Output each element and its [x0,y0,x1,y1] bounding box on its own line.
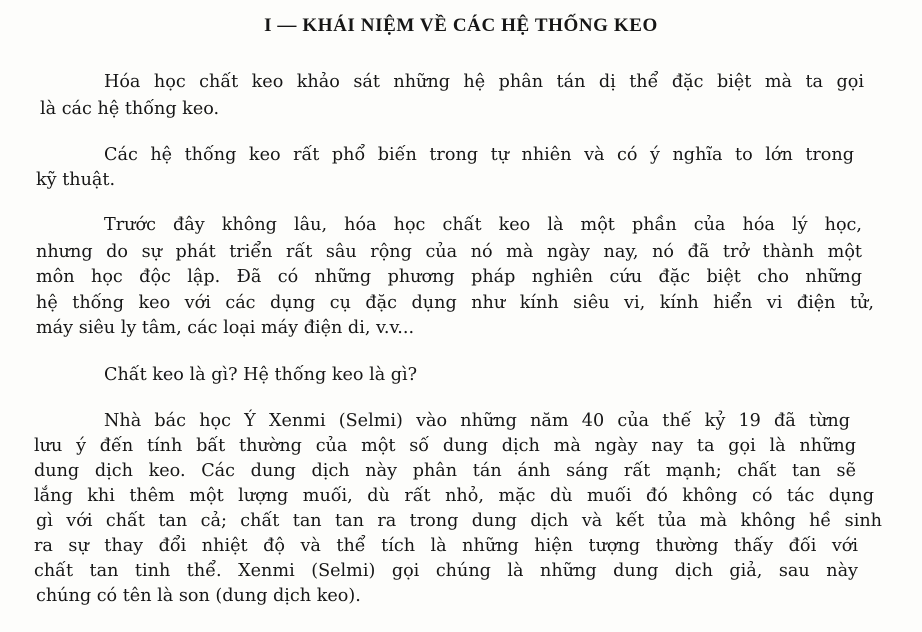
text-line: lưu ý đến tính bất thường của một số dung dịch mà ngày nay ta gọi là những [34,436,856,456]
text-line: gì với chất tan cả; chất tan tan ra trong dung dịch và kết tủa mà không hề sinh [36,511,882,531]
text-line: ra sự thay đổi nhiệt độ và thể tích là những hiện tượng thường thấy đối với [34,536,858,556]
section-heading: I — KHÁI NIỆM VỀ CÁC HỆ THỐNG KEO [264,15,658,36]
text-line: lắng khi thêm một lượng muối, dù rất nhỏ, mặc dù muối đó không có tác dụng [34,486,874,506]
text-line: Nhà bác học Ý Xenmi (Selmi) vào những năm 40 của thế kỷ 19 đã từng [104,411,850,431]
text-line: Trước đây không lâu, hóa học chất keo là một phần của hóa lý học, [104,215,862,235]
text-line: môn học độc lập. Đã có những phương pháp nghiên cứu đặc biệt cho những [36,267,862,287]
text-line: Hóa học chất keo khảo sát những hệ phân tán dị thể đặc biệt mà ta gọi [104,72,864,92]
text-line: nhưng do sự phát triển rất sâu rộng của nó mà ngày nay, nó đã trở thành một [36,242,862,262]
text-line: chúng có tên là son (dung dịch keo). [36,586,361,606]
text-line: kỹ thuật. [36,170,116,190]
text-line: chất tan tinh thể. Xenmi (Selmi) gọi chúng là những dung dịch giả, sau này [34,561,858,581]
text-line: hệ thống keo với các dụng cụ đặc dụng như kính siêu vi, kính hiển vi điện tử, [36,293,874,313]
text-line: là các hệ thống keo. [40,99,220,119]
text-line: máy siêu ly tâm, các loại máy điện di, v.v... [36,318,415,338]
text-line: dung dịch keo. Các dung dịch này phân tán ánh sáng rất mạnh; chất tan sẽ [34,461,856,481]
text-line: Chất keo là gì? Hệ thống keo là gì? [104,365,418,385]
text-line: Các hệ thống keo rất phổ biến trong tự nhiên và có ý nghĩa to lớn trong [104,145,854,165]
